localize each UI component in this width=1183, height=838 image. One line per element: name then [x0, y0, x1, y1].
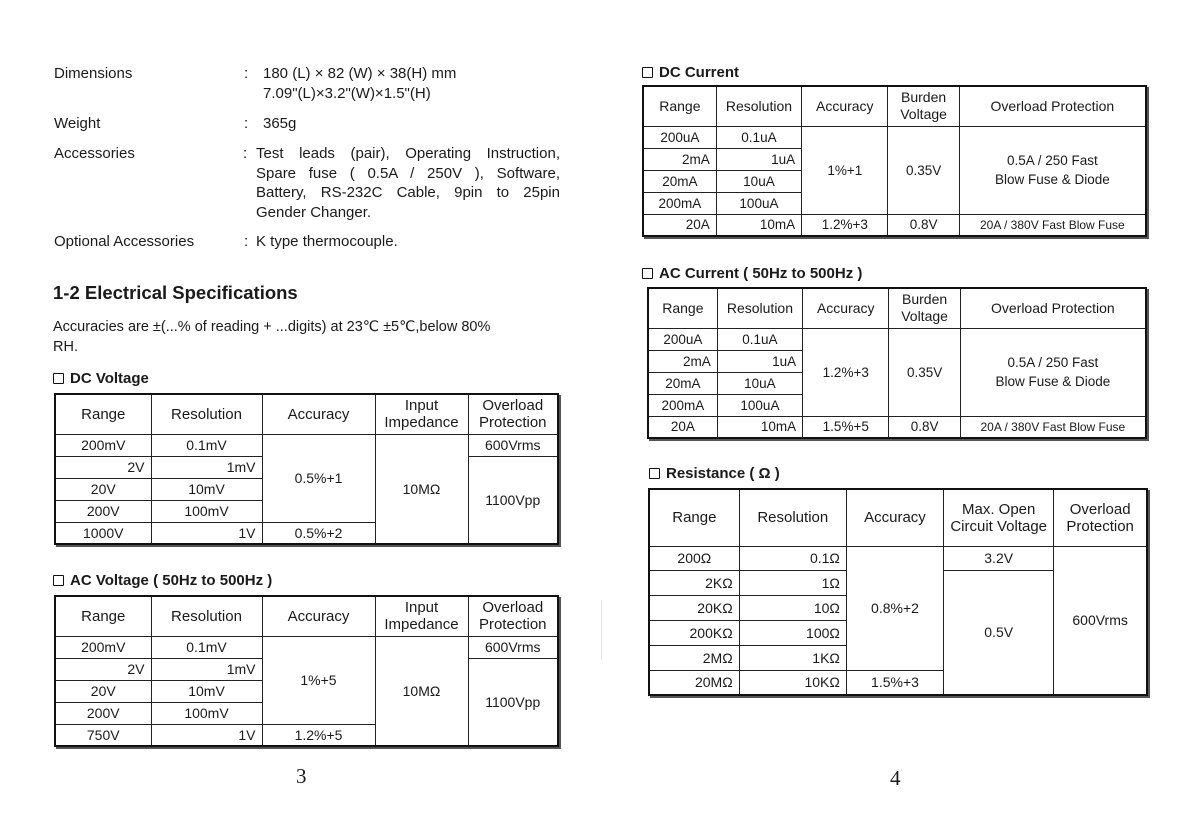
ac-current-table — [647, 287, 1147, 439]
spec-line: Battery, RS-232C Cable, 9pin to 25pin — [256, 184, 560, 201]
resolution-cell: 1V — [151, 522, 262, 544]
accuracy-cell: 0.8%+2 — [846, 546, 943, 670]
header-cell: Range — [55, 394, 151, 434]
header-cell: Accuracy — [262, 596, 375, 636]
header-cell: Resolution — [739, 489, 846, 546]
protection-line: 0.5A / 250 Fast — [1006, 153, 1098, 168]
resolution-cell: 1uA — [716, 148, 801, 170]
ac-voltage-title-text: AC Voltage ( 50Hz to 500Hz ) — [70, 572, 273, 589]
section-title: 1-2 Electrical Specifications — [53, 282, 298, 303]
spec-colon: : — [244, 115, 249, 132]
spec-colon: : — [244, 233, 249, 250]
range-cell: 20A — [643, 214, 716, 236]
resolution-cell: 100uA — [717, 394, 802, 416]
protection-line: 0.5A / 250 Fast — [1007, 355, 1099, 370]
spec-line: Spare fuse ( 0.5A / 250V ), Software, — [256, 164, 560, 182]
header-cell: Max. Open Circuit Voltage — [944, 489, 1054, 546]
resistance-title — [649, 465, 780, 482]
spec-value-dimensions — [263, 64, 456, 103]
header-cell: Burden Voltage — [888, 86, 959, 126]
range-cell: 200Ω — [649, 546, 739, 570]
protection-cell: 1100Vpp — [468, 658, 558, 746]
range-cell: 20MΩ — [649, 670, 739, 695]
impedance-cell: 10MΩ — [375, 636, 468, 746]
impedance-cell: 10MΩ — [375, 434, 468, 544]
resolution-cell: 100mV — [151, 702, 262, 724]
spec-value-accessories — [256, 144, 560, 222]
range-cell: 20V — [55, 478, 151, 500]
range-cell: 2V — [55, 658, 151, 680]
resolution-cell: 0.1mV — [151, 636, 262, 658]
resolution-cell: 1uA — [717, 350, 802, 372]
range-cell: 2V — [55, 456, 151, 478]
range-cell: 20mA — [648, 372, 717, 394]
header-cell: Resolution — [716, 86, 801, 126]
protection-cell — [959, 126, 1146, 214]
checkbox-square-icon — [642, 67, 653, 78]
range-cell: 2KΩ — [649, 570, 739, 595]
header-cell: Burden Voltage — [889, 288, 960, 328]
resolution-cell: 0.1Ω — [739, 546, 846, 570]
voltage-cell: 0.5V — [944, 570, 1054, 695]
header-cell: Resolution — [151, 394, 262, 434]
header-cell: Resolution — [151, 596, 262, 636]
range-cell: 2mA — [648, 350, 717, 372]
header-cell: Input Impedance — [375, 394, 468, 434]
range-cell: 200mA — [643, 192, 716, 214]
range-cell: 200mV — [55, 434, 151, 456]
protection-cell: 1100Vpp — [468, 456, 558, 544]
accuracy-cell: 1.2%+3 — [803, 328, 889, 416]
resolution-cell: 100Ω — [739, 620, 846, 645]
resolution-cell: 10KΩ — [739, 670, 846, 695]
resolution-cell: 1Ω — [739, 570, 846, 595]
range-cell: 2MΩ — [649, 645, 739, 670]
resolution-cell: 10uA — [716, 170, 801, 192]
spec-line: 180 (L) × 82 (W) × 38(H) mm — [263, 65, 457, 82]
protection-cell: 20A / 380V Fast Blow Fuse — [959, 214, 1146, 236]
resolution-cell: 0.1mV — [151, 434, 262, 456]
accuracy-cell: 1.5%+5 — [803, 416, 889, 438]
protection-cell: 600Vrms — [1054, 546, 1147, 695]
spec-colon: : — [243, 145, 248, 162]
resolution-cell: 10Ω — [739, 595, 846, 620]
dc-voltage-title — [53, 370, 149, 387]
checkbox-square-icon — [53, 373, 64, 384]
spec-value-optional-accessories: K type thermocouple. — [256, 233, 398, 250]
resolution-cell: 10mV — [151, 680, 262, 702]
accuracy-note — [53, 317, 490, 357]
dc-current-title-text: DC Current — [659, 64, 740, 81]
range-cell: 1000V — [55, 522, 151, 544]
range-cell: 200KΩ — [649, 620, 739, 645]
resolution-cell: 0.1uA — [717, 328, 802, 350]
protection-line: Blow Fuse & Diode — [994, 172, 1110, 187]
page-number-right: 4 — [890, 766, 901, 790]
accuracy-cell: 1.5%+3 — [846, 670, 943, 695]
page-number-left: 3 — [296, 764, 307, 788]
ac-current-title — [642, 265, 862, 282]
ac-voltage-title — [53, 572, 272, 589]
accuracy-cell: 0.5%+1 — [262, 434, 375, 522]
resolution-cell: 10uA — [717, 372, 802, 394]
voltage-cell: 3.2V — [944, 546, 1054, 570]
range-cell: 20mA — [643, 170, 716, 192]
range-cell: 200V — [55, 500, 151, 522]
spec-line: 7.09"(L)×3.2"(W)×1.5"(H) — [263, 84, 431, 102]
burden-cell: 0.35V — [889, 328, 960, 416]
range-cell: 200mV — [55, 636, 151, 658]
header-cell: Accuracy — [802, 86, 888, 126]
header-cell: Overload Protection — [468, 596, 558, 636]
header-cell: Resolution — [717, 288, 802, 328]
dc-voltage-title-text: DC Voltage — [70, 370, 149, 387]
fold-mark — [601, 600, 602, 660]
range-cell: 2mA — [643, 148, 716, 170]
resolution-cell: 1mV — [151, 658, 262, 680]
ac-voltage-table — [54, 595, 559, 747]
accuracy-cell: 0.5%+2 — [262, 522, 375, 544]
spec-label-accessories: Accessories — [54, 145, 135, 162]
burden-cell: 0.8V — [889, 416, 960, 438]
protection-cell — [960, 328, 1146, 416]
dc-current-table — [642, 85, 1147, 237]
dc-voltage-table — [54, 393, 559, 545]
resolution-cell: 0.1uA — [716, 126, 801, 148]
range-cell: 20V — [55, 680, 151, 702]
header-cell: Overload Protection — [468, 394, 558, 434]
header-cell: Range — [648, 288, 717, 328]
protection-cell: 20A / 380V Fast Blow Fuse — [960, 416, 1146, 438]
burden-cell: 0.35V — [888, 126, 959, 214]
spec-line: Gender Changer. — [256, 203, 372, 221]
checkbox-square-icon — [649, 468, 660, 479]
accuracy-cell: 1%+1 — [802, 126, 888, 214]
resolution-cell: 1KΩ — [739, 645, 846, 670]
resolution-cell: 10mA — [717, 416, 802, 438]
header-cell: Accuracy — [262, 394, 375, 434]
range-cell: 200mA — [648, 394, 717, 416]
header-cell: Range — [649, 489, 739, 546]
header-cell: Overload Protection — [960, 288, 1146, 328]
protection-cell: 600Vrms — [468, 636, 558, 658]
range-cell: 200uA — [643, 126, 716, 148]
spec-label-dimensions: Dimensions — [54, 65, 133, 82]
checkbox-square-icon — [642, 268, 653, 279]
spec-label-weight: Weight — [54, 115, 101, 132]
note-line: RH. — [53, 339, 78, 355]
header-cell: Range — [55, 596, 151, 636]
header-cell: Input Impedance — [375, 596, 468, 636]
spec-line: Test leads (pair), Operating Instruction, — [256, 145, 560, 162]
protection-line: Blow Fuse & Diode — [995, 374, 1111, 389]
resolution-cell: 10mV — [151, 478, 262, 500]
accuracy-cell: 1.2%+5 — [262, 724, 375, 746]
ac-current-title-text: AC Current ( 50Hz to 500Hz ) — [659, 265, 863, 282]
checkbox-square-icon — [53, 575, 64, 586]
spec-value-weight: 365g — [263, 115, 297, 132]
resolution-cell: 10mA — [716, 214, 801, 236]
resolution-cell: 100mV — [151, 500, 262, 522]
resistance-table — [648, 488, 1148, 696]
range-cell: 200uA — [648, 328, 717, 350]
accuracy-cell: 1.2%+3 — [802, 214, 888, 236]
accuracy-cell: 1%+5 — [262, 636, 375, 724]
range-cell: 20KΩ — [649, 595, 739, 620]
resolution-cell: 1V — [151, 724, 262, 746]
dc-current-title — [642, 64, 739, 81]
header-cell: Accuracy — [803, 288, 889, 328]
range-cell: 750V — [55, 724, 151, 746]
range-cell: 200V — [55, 702, 151, 724]
note-line: Accuracies are ±(...% of reading + ...digits) at 23℃ ±5℃,below 80% — [53, 319, 491, 335]
spec-label-optional-accessories: Optional Accessories — [54, 233, 195, 250]
range-cell: 20A — [648, 416, 717, 438]
resolution-cell: 1mV — [151, 456, 262, 478]
protection-cell: 600Vrms — [468, 434, 558, 456]
header-cell: Overload Protection — [1054, 489, 1147, 546]
spec-colon: : — [244, 65, 249, 82]
resolution-cell: 100uA — [716, 192, 801, 214]
resistance-title-text: Resistance ( Ω ) — [666, 465, 780, 482]
header-cell: Range — [643, 86, 716, 126]
header-cell: Overload Protection — [959, 86, 1146, 126]
burden-cell: 0.8V — [888, 214, 959, 236]
header-cell: Accuracy — [846, 489, 943, 546]
